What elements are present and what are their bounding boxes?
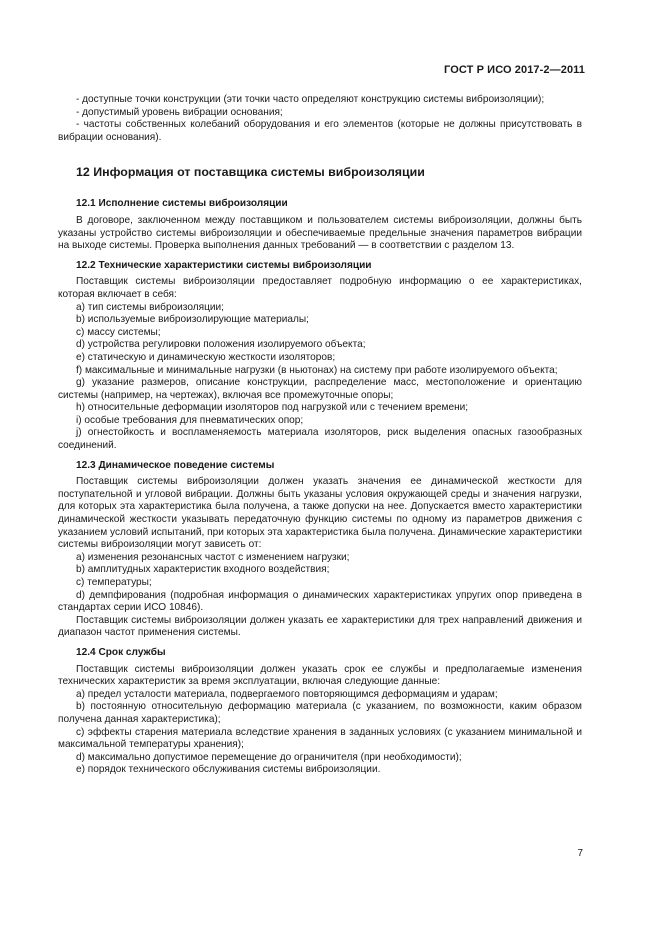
- list-item: d) максимально допустимое перемещение до ограничителя (при необходимости);: [76, 751, 462, 763]
- list-item: d) демпфирования (подробная информация о динамических характеристиках упругих опор приведена в стандартах серии ИСО 10846).: [58, 589, 582, 614]
- list-item: a) предел усталости материала, подвергаемого повторяющимся деформациям и ударам;: [76, 688, 498, 700]
- list-item: b) используемые виброизолирующие материалы;: [76, 314, 309, 326]
- subsection-title: 12.3 Динамическое поведение системы: [76, 459, 275, 471]
- subsection-title: 12.4 Срок службы: [76, 646, 166, 658]
- list-item: i) особые требования для пневматических опор;: [76, 414, 304, 426]
- list-item: a) тип системы виброизоляции;: [76, 301, 224, 313]
- paragraph: Поставщик системы виброизоляции должен указать ее характеристики для трех направлений движения и диапазон частот применения системы.: [58, 614, 582, 639]
- subsection-title: 12.1 Исполнение системы виброизоляции: [76, 198, 288, 210]
- document-code-header: ГОСТ Р ИСО 2017-2—2011: [444, 64, 585, 76]
- list-item: - частоты собственных колебаний оборудования и его элементов (которые не должны присутствовать в вибрации основания).: [58, 119, 582, 143]
- page-content: [58, 94, 582, 777]
- page-number: 7: [577, 848, 583, 859]
- list-item: a) изменения резонансных частот с изменением нагрузки;: [76, 551, 350, 563]
- list-item: e) статическую и динамическую жесткости изоляторов;: [76, 351, 336, 363]
- paragraph: Поставщик системы виброизоляции должен указать значения ее динамической жесткости для поступательной и угловой вибрации. Должны быть указаны условия окружающей среды и значения нагрузки, для которых эта характеристика была получена, а также допуски на нее. Допускается вместо характеристики динамической жесткости указывать передаточную функцию системы по одному из параметров движения с указанием условий испытаний, при которых эта характеристика была получена. Динамические характеристики системы виброизоляции могут зависеть от:: [58, 476, 582, 551]
- intro-list: [58, 94, 582, 144]
- paragraph: В договоре, заключенном между поставщиком и пользователем системы виброизоляции, должны быть указаны устройство системы виброизоляции и обеспечиваемые предельные значения параметров вибрации на выходе системы. Проверка выполнения данных требований — в соответствии с разделом 13.: [58, 214, 582, 252]
- list-item: e) порядок технического обслуживания системы виброизоляции.: [76, 764, 381, 776]
- list-item: b) амплитудных характеристик входного воздействия;: [76, 564, 330, 576]
- list-item: f) максимальные и минимальные нагрузки (в ньютонах) на систему при работе изолируемого объекта;: [76, 364, 558, 376]
- list-item: b) постоянную относительную деформацию материала (с указанием, по возможности, каким образом получена данная характеристика);: [58, 701, 582, 725]
- list-item: g) указание размеров, описание конструкции, распределение масс, местоположение и ориентацию системы (например, на чертежах), включая все промежуточные опоры;: [58, 377, 582, 401]
- list-item: j) огнестойкость и воспламеняемость материала изоляторов, риск выделения опасных газообразных соединений.: [58, 427, 582, 452]
- list-item: c) температуры;: [76, 577, 152, 588]
- list-item: - доступные точки конструкции (эти точки часто определяют конструкцию системы виброизоляции);: [76, 94, 545, 105]
- list-item: c) массу системы;: [76, 326, 161, 338]
- list-item: d) устройства регулировки положения изолируемого объекта;: [76, 339, 366, 351]
- list-item: c) эффекты старения материала вследствие хранения в заданных условиях (с указанием минимальной и максимальной температуры хранения);: [58, 726, 582, 751]
- list-item: - допустимый уровень вибрации основания;: [76, 106, 283, 118]
- subsection-title: 12.2 Технические характеристики системы виброизоляции: [76, 259, 372, 271]
- paragraph: Поставщик системы виброизоляции должен указать срок ее службы и предполагаемые изменения технических характеристик за время эксплуатации, включая следующие данные:: [58, 663, 582, 688]
- section-title: 12 Информация от поставщика системы виброизоляции: [76, 165, 425, 180]
- list-item: h) относительные деформации изоляторов под нагрузкой или с течением времени;: [76, 402, 469, 414]
- paragraph: Поставщик системы виброизоляции предоставляет подробную информацию о ее характеристиках, которая включает в себя:: [58, 276, 582, 300]
